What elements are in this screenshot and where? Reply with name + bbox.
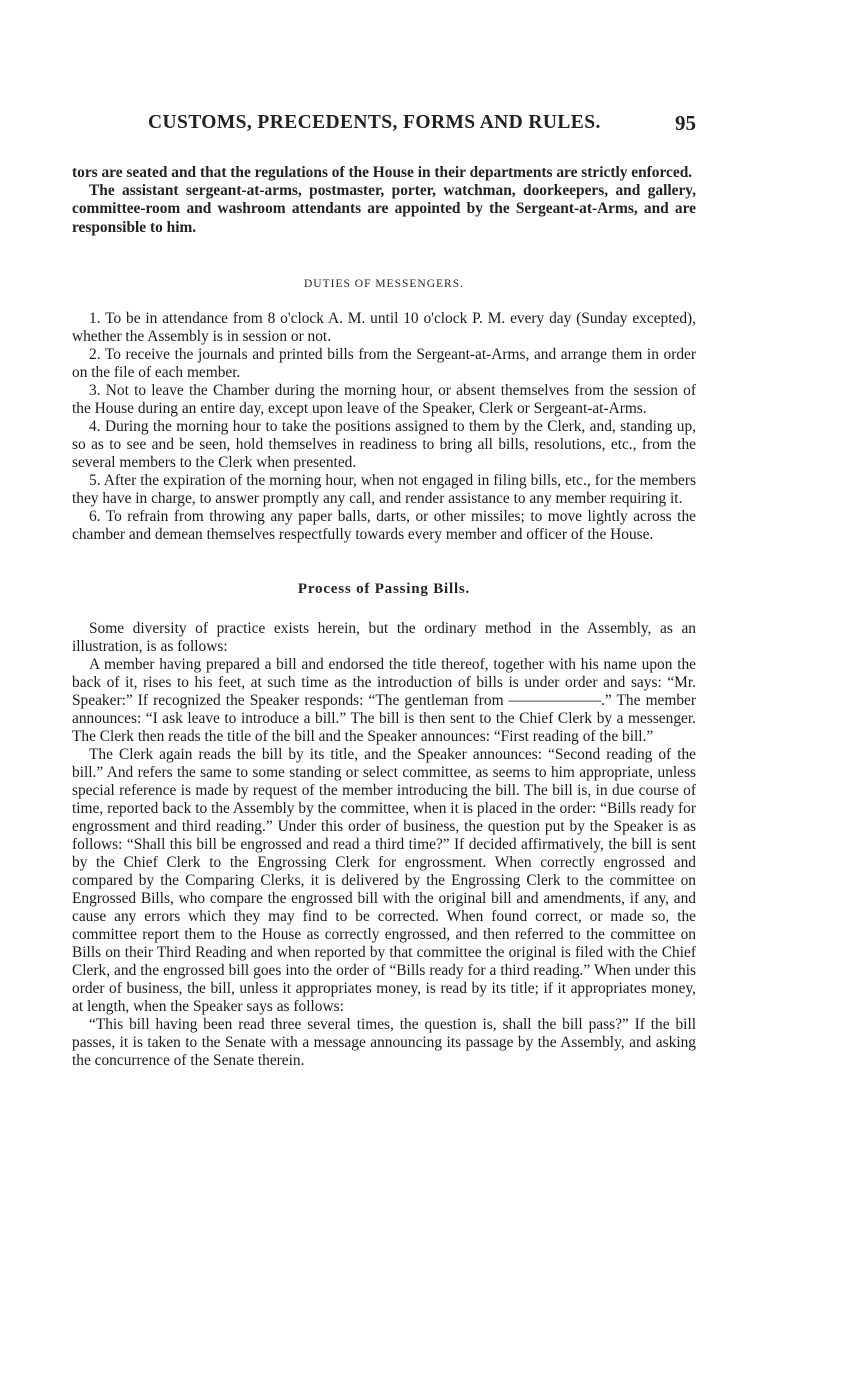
page-number: 95 [675,111,696,135]
duties-heading: DUTIES OF MESSENGERS. [304,277,464,290]
process-paragraph: “This bill having been read three several times, the question is, shall the bill pass?” If the bill passes, it is taken to the Senate with a message announcing its passage by the Assembly, and asking the concurrence of the Senate therein. [72,1015,696,1069]
document-page [72,112,696,1070]
process-heading: Process of Passing Bills. [297,580,471,597]
process-section [72,620,696,1070]
duty-item: 2. To receive the journals and printed bills from the Sergeant-at-Arms, and arrange them in order on the file of each member. [72,345,696,381]
intro-section [72,164,696,237]
duty-item: 4. During the morning hour to take the positions assigned to them by the Clerk, and, standing up, so as to see and be seen, hold themselves in readiness to bring all bills, resolutions, etc., from the several members to the Clerk when presented. [72,417,696,471]
duty-item: 3. Not to leave the Chamber during the morning hour, or absent themselves from the session of the House during an entire day, except upon leave of the Speaker, Clerk or Sergeant-at-Arms. [72,381,696,417]
duty-item: 5. After the expiration of the morning hour, when not engaged in filing bills, etc., for the members they have in charge, to answer promptly any call, and render assistance to any member requiring it. [72,471,696,507]
intro-paragraph: The assistant sergeant-at-arms, postmaster, porter, watchman, doorkeepers, and gallery, committee-room and washroom attendants are appointed by the Sergeant-at-Arms, and are responsible to him. [72,182,696,236]
running-title: CUSTOMS, PRECEDENTS, FORMS AND RULES. [148,112,601,133]
duty-item: 6. To refrain from throwing any paper balls, darts, or other missiles; to move lightly across the chamber and demean themselves respectfully towards every member and officer of the House. [72,507,696,543]
running-header [72,112,696,142]
duty-item: 1. To be in attendance from 8 o'clock A. M. until 10 o'clock P. M. every day (Sunday excepted), whether the Assembly is in session or not. [72,309,696,345]
process-paragraph: A member having prepared a bill and endorsed the title thereof, together with his name upon the back of it, rises to his feet, at such time as the introduction of bills is under order and says: “Mr. Speaker:” If recognized the Speaker responds: “The gentleman from ——————.” The member announces: “I ask leave to introduce a bill.” The bill is then sent to the Chief Clerk by a messenger. The Clerk then reads the title of the bill and the Speaker announces: “First reading of the bill.” [72,655,696,745]
duties-list [72,310,696,544]
process-paragraph: Some diversity of practice exists herein, but the ordinary method in the Assembly, as an illustration, is as follows: [72,619,696,655]
intro-paragraph: tors are seated and that the regulations of the House in their departments are strictly enforced. [72,164,693,181]
process-paragraph: The Clerk again reads the bill by its title, and the Speaker announces: “Second reading of the bill.” And refers the same to some standing or select committee, as seems to him appropriate, unless special reference is made by request of the member introducing the bill. The bill is, in due course of time, reported back to the Assembly by the committee, when it is placed in the order: “Bills ready for engrossment and third reading.” Under this order of business, the question put by the Speaker is as follows: “Shall this bill be engrossed and read a third time?” If decided affirmatively, the bill is sent by the Chief Clerk to the Engrossing Clerk for engrossment. When correctly engrossed and compared by the Comparing Clerks, it is delivered by the Engrossing Clerk to the committee on Engrossed Bills, who compare the engrossed bill with the original bill and amendments, if any, and cause any errors which they may find to be corrected. When found correct, or made so, the committee report them to the House as correctly engrossed, and then referred to the committee on Bills on their Third Reading and when reported by that committee the original is filed with the Chief Clerk, and the engrossed bill goes into the order of “Bills ready for a third reading.” When under this order of business, the bill, unless it appropriates money, is read by its title; if it appropriates money, at length, when the Speaker says as follows: [72,745,696,1015]
